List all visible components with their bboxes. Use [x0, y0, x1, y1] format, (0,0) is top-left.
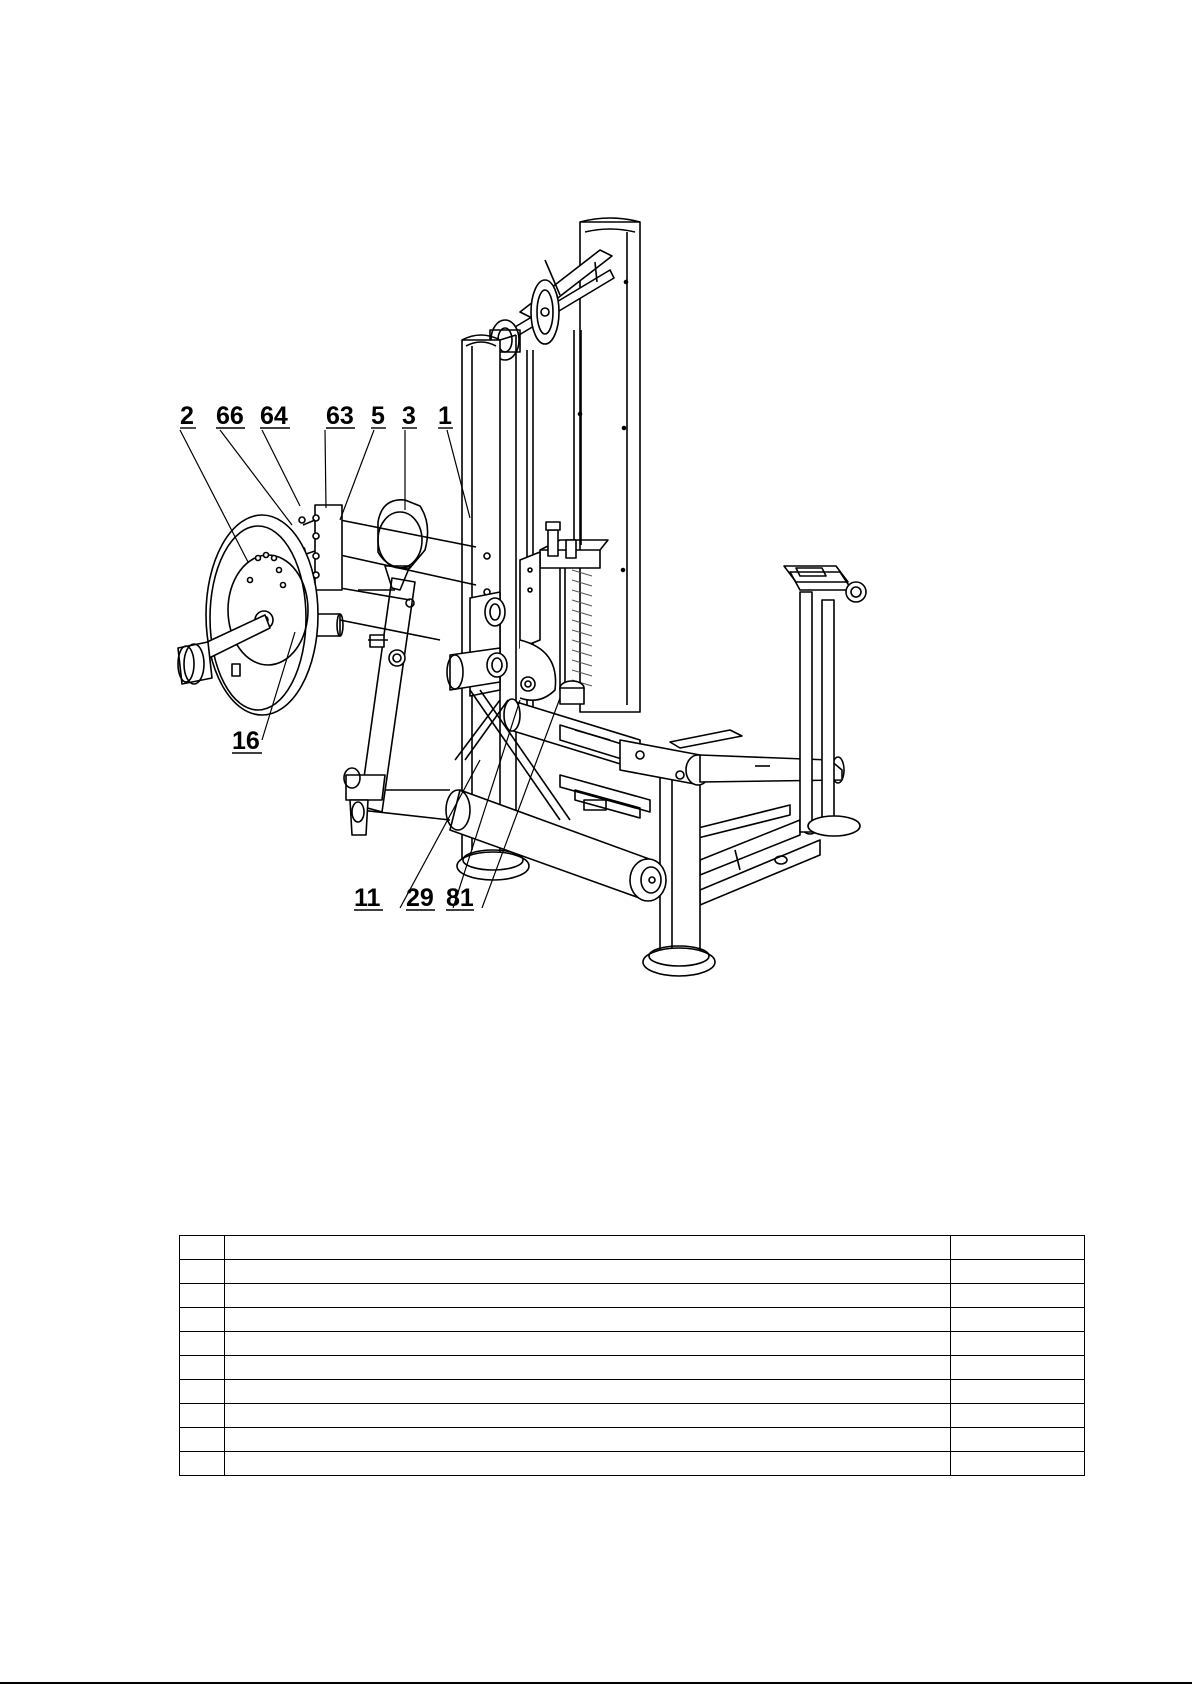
- callout-3: 3: [402, 402, 416, 430]
- part-quantity-cell: [951, 1284, 1085, 1308]
- table-row: [180, 1356, 1085, 1380]
- part-quantity-cell: [951, 1332, 1085, 1356]
- part-number-cell: [180, 1452, 225, 1476]
- callout-5: 5: [371, 402, 385, 430]
- part-number-cell: [180, 1308, 225, 1332]
- callout-11: 11: [354, 884, 381, 912]
- page-bottom-rule: [0, 1682, 1192, 1684]
- table-row: [180, 1308, 1085, 1332]
- part-number-cell: [180, 1260, 225, 1284]
- callout-29: 29: [406, 884, 434, 912]
- part-quantity-cell: [951, 1380, 1085, 1404]
- part-number-cell: [180, 1236, 225, 1260]
- part-quantity-cell: [951, 1260, 1085, 1284]
- part-quantity-cell: [951, 1404, 1085, 1428]
- table-row: [180, 1260, 1085, 1284]
- parts-list-body: [180, 1236, 1085, 1476]
- callout-63: 63: [326, 402, 354, 430]
- parts-list-table: [179, 1235, 1085, 1476]
- part-description-cell: [225, 1380, 951, 1404]
- table-row: [180, 1428, 1085, 1452]
- callout-16: 16: [232, 727, 260, 755]
- part-description-cell: [225, 1356, 951, 1380]
- part-number-cell: [180, 1428, 225, 1452]
- table-row: [180, 1452, 1085, 1476]
- foot-rest-post: [784, 566, 866, 836]
- part-description-cell: [225, 1452, 951, 1476]
- callout-2: 2: [180, 402, 194, 430]
- callout-66: 66: [216, 402, 244, 430]
- table-row: [180, 1284, 1085, 1308]
- part-quantity-cell: [951, 1428, 1085, 1452]
- callout-81: 81: [446, 884, 474, 912]
- part-number-cell: [180, 1356, 225, 1380]
- part-description-cell: [225, 1332, 951, 1356]
- callout-64: 64: [260, 402, 288, 430]
- part-number-cell: [180, 1404, 225, 1428]
- pivot-bracket: [520, 552, 556, 700]
- table-row: [180, 1404, 1085, 1428]
- part-quantity-cell: [951, 1452, 1085, 1476]
- part-quantity-cell: [951, 1308, 1085, 1332]
- part-description-cell: [225, 1308, 951, 1332]
- part-number-cell: [180, 1380, 225, 1404]
- part-description-cell: [225, 1236, 951, 1260]
- weight-plate-disk: [178, 515, 318, 715]
- part-quantity-cell: [951, 1236, 1085, 1260]
- part-quantity-cell: [951, 1356, 1085, 1380]
- part-number-cell: [180, 1332, 225, 1356]
- part-description-cell: [225, 1428, 951, 1452]
- callout-1: 1: [438, 402, 452, 430]
- table-row: [180, 1236, 1085, 1260]
- table-row: [180, 1380, 1085, 1404]
- part-number-cell: [180, 1284, 225, 1308]
- part-description-cell: [225, 1284, 951, 1308]
- table-row: [180, 1332, 1085, 1356]
- part-description-cell: [225, 1404, 951, 1428]
- part-description-cell: [225, 1260, 951, 1284]
- lever-arm: [344, 500, 428, 835]
